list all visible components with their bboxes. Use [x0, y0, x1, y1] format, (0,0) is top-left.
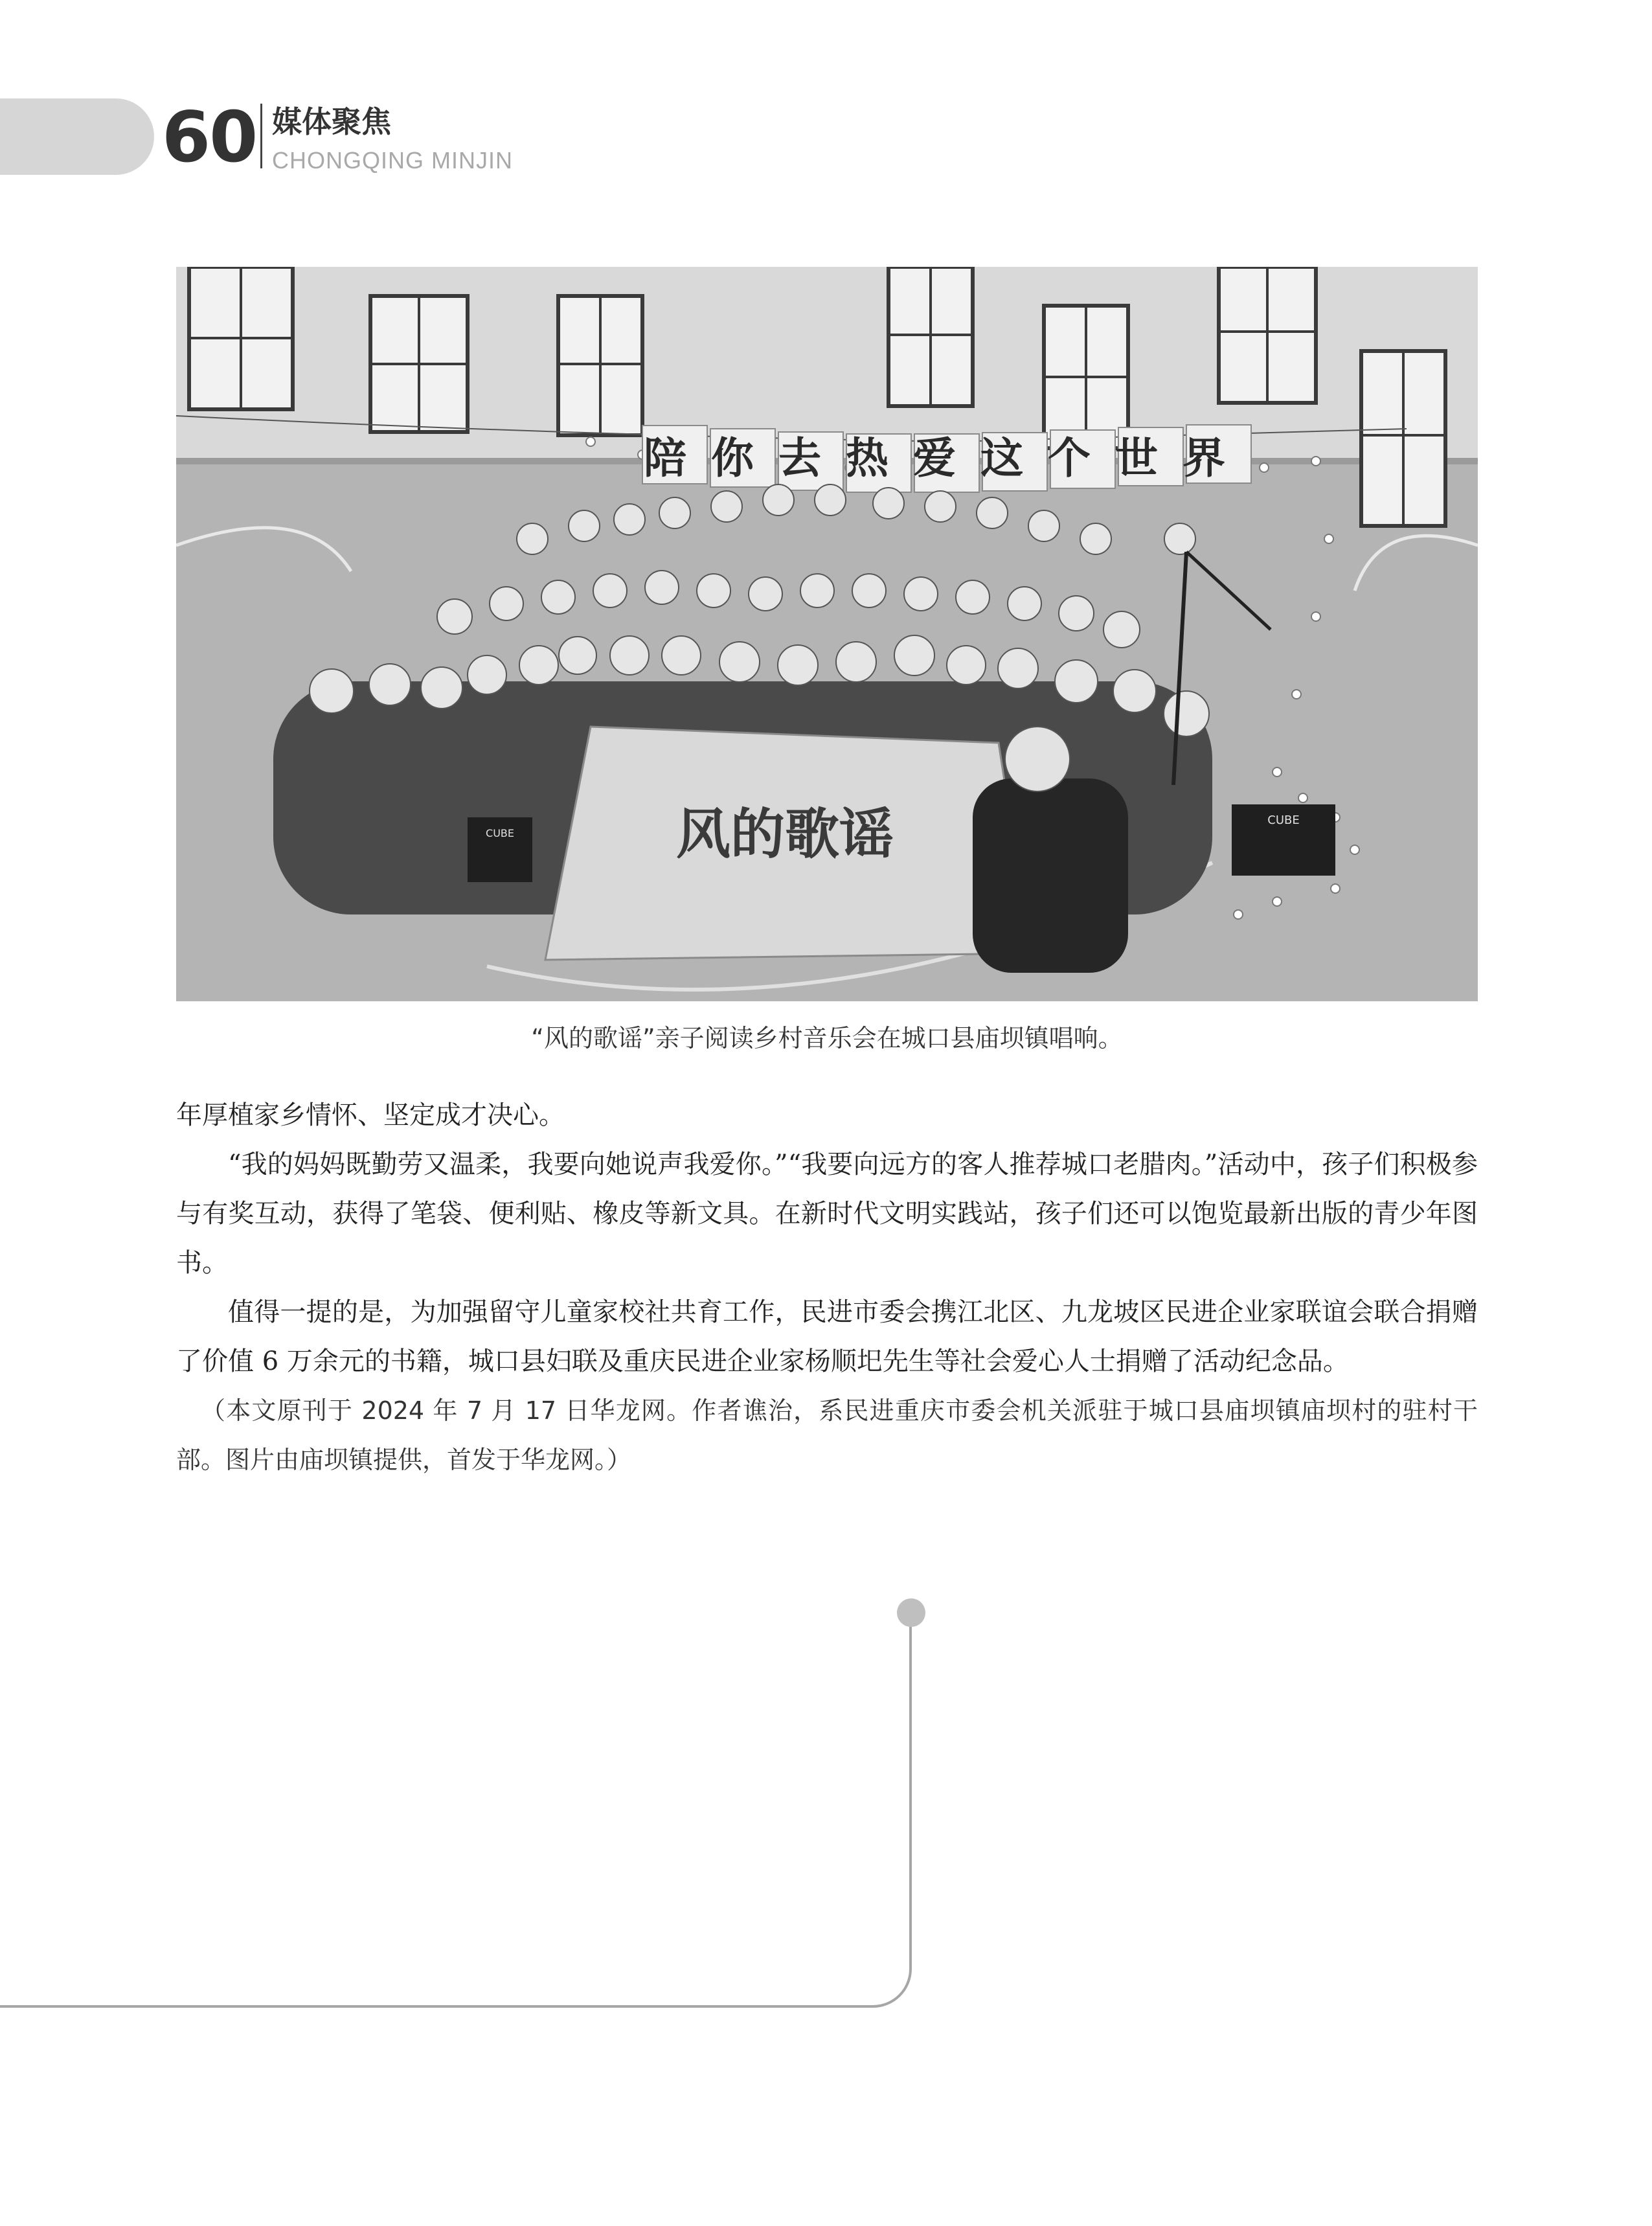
front-banner-text: 风的歌谣 — [675, 802, 894, 866]
source-note: （本文原刊于 2024 年 7 月 17 日华龙网。作者谯治，系民进重庆市委会机关派驻于城口县庙坝镇庙坝村的驻村干部。图片由庙坝镇提供，首发于华龙网。） — [176, 1396, 1478, 1474]
group-photo-illustration — [176, 267, 1478, 1001]
header-divider — [260, 104, 262, 168]
photo-caption: “风的歌谣”亲子阅读乡村音乐会在城口县庙坝镇唱响。 — [531, 1024, 1123, 1052]
section-title: 媒体聚焦 — [272, 104, 391, 139]
article-paragraph: “我的妈妈既勤劳又温柔，我要向她说声我爱你。”“我要向远方的客人推荐城口老腊肉。”活动中，孩子们积极参与有奖互动，获得了笔袋、便利贴、橡皮等新文具。在新时代文明实践站，孩子们还可以饱览最新出版的青少年图书。 — [176, 1150, 1478, 1278]
article-paragraph-continued: 年厚植家乡情怀、坚定成才决心。 — [176, 1100, 565, 1130]
decorative-line — [0, 1613, 912, 2008]
article-paragraph: 值得一提的是，为加强留守儿童家校社共育工作，民进市委会携江北区、九龙坡区民进企业家联谊会联合捐赠了价值 6 万余元的书籍，城口县妇联及重庆民进企业家杨顺圯先生等社会爱心人士捐赠了活动纪念品。 — [176, 1297, 1478, 1376]
page-number: 60 — [162, 97, 257, 178]
publication-name: CHONGQING MINJIN — [272, 147, 513, 174]
hanging-banner-text: 陪你去热爱这个世界 — [644, 433, 1250, 483]
decorative-dot — [897, 1598, 925, 1627]
group-photo — [176, 267, 1478, 1001]
amplifier-right-label: CUBE — [1267, 813, 1300, 827]
article-body — [176, 1091, 1478, 1484]
amplifier-left-label: CUBE — [486, 827, 514, 839]
header-tab — [0, 98, 154, 175]
